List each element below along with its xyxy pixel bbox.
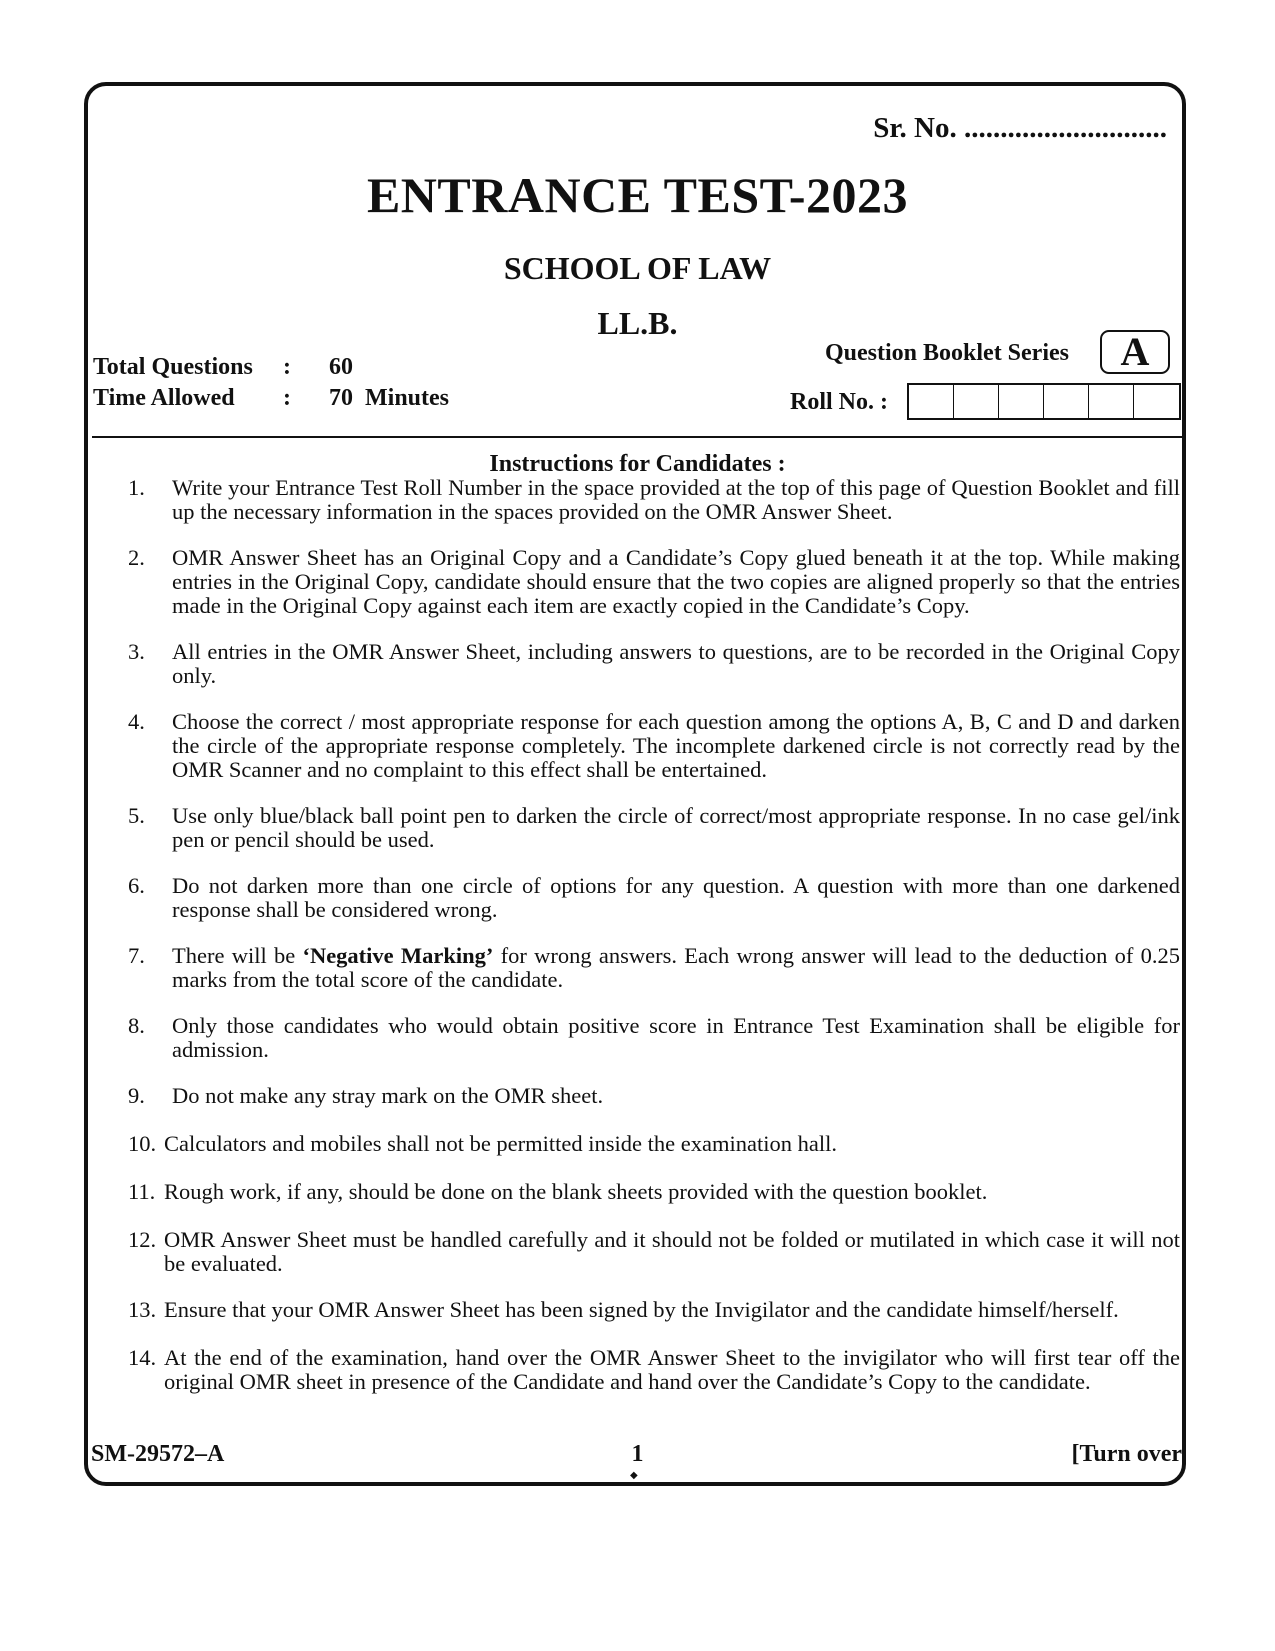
roll-digit-box[interactable] — [954, 385, 999, 418]
booklet-series-badge: A — [1100, 330, 1170, 374]
roll-digit-box[interactable] — [1044, 385, 1089, 418]
instruction-item: 7. There will be ‘Negative Marking’ for wrong answers. Each wrong answer will lead to the deduction of 0.25 marks from the total score of the candidate. — [128, 943, 1181, 992]
course-name: LL.B. — [597, 305, 678, 341]
instructions-heading: Instructions for Candidates : — [489, 451, 786, 477]
roll-digit-box[interactable] — [1134, 385, 1179, 418]
instruction-item: 6. Do not darken more than one circle of options for any question. A question with more than one darkened response shall be considered wrong. — [128, 873, 1180, 922]
colon: : — [283, 354, 291, 380]
instruction-item: 11. Rough work, if any, should be done on the blank sheets provided with the question booklet. — [128, 1179, 988, 1204]
instruction-item: 10. Calculators and mobiles shall not be permitted inside the examination hall. — [128, 1131, 837, 1156]
roll-digit-box[interactable] — [909, 385, 954, 418]
instruction-item: 5. Use only blue/black ball point pen to darken the circle of correct/most appropriate response. In no case gel/ink pen or pencil should be used. — [128, 803, 1180, 852]
total-questions-label: Total Questions — [93, 354, 253, 380]
instruction-item: 14. At the end of the examination, hand over the OMR Answer Sheet to the invigilator who will first tear off the original OMR sheet in presence of the Candidate and hand over the Candidate’s Copy to the candidate. — [128, 1345, 1180, 1394]
school-name: SCHOOL OF LAW — [503, 250, 772, 286]
time-allowed-value: 70 Minutes — [329, 385, 449, 411]
total-questions-value: 60 — [329, 354, 353, 380]
booklet-series-label: Question Booklet Series — [825, 340, 1069, 366]
header-divider — [92, 436, 1182, 438]
instruction-item: 12. OMR Answer Sheet must be handled carefully and it should not be folded or mutilated in which case it will not be evaluated. — [128, 1227, 1180, 1276]
instruction-item: 1. Write your Entrance Test Roll Number in the space provided at the top of this page of Question Booklet and fill up the necessary information in the spaces provided on the OMR Answer Sheet. — [128, 475, 1180, 524]
roll-digit-box[interactable] — [999, 385, 1044, 418]
page-number: 1 — [631, 1441, 644, 1467]
instruction-item: 8. Only those candidates who would obtain positive score in Entrance Test Examination shall be eligible for admission. — [128, 1013, 1180, 1062]
time-allowed-row — [93, 385, 449, 412]
instructions-list — [128, 476, 1180, 1416]
serial-number: Sr. No. ............................ — [873, 112, 1167, 144]
instruction-item: 13. Ensure that your OMR Answer Sheet has been signed by the Invigilator and the candidate himself/herself. — [128, 1297, 1119, 1322]
diamond-icon: ◆ — [630, 1470, 638, 1481]
time-allowed-label: Time Allowed — [93, 385, 235, 411]
roll-digit-box[interactable] — [1089, 385, 1134, 418]
instruction-item: 2. OMR Answer Sheet has an Original Copy and a Candidate’s Copy glued beneath it at the top. While making entries in the Original Copy, candidate should ensure that the two copies are aligned properly so that the entries made in the Original Copy against each item are exactly copied in the Candidate’s Copy. — [128, 545, 1180, 618]
roll-number-boxes[interactable] — [907, 383, 1181, 420]
instruction-item: 3. All entries in the OMR Answer Sheet, including answers to questions, are to be recorded in the Original Copy only. — [128, 639, 1180, 688]
instruction-item: 9. Do not make any stray mark on the OMR sheet. — [128, 1083, 604, 1108]
colon: : — [283, 385, 291, 411]
booklet-code: SM-29572–A — [91, 1441, 225, 1467]
turn-over-note: [Turn over — [1071, 1441, 1182, 1467]
total-questions-row — [93, 354, 353, 381]
negative-marking-emphasis: ‘Negative Marking’ — [302, 943, 494, 968]
roll-number-label: Roll No. : — [790, 389, 888, 415]
instruction-item: 4. Choose the correct / most appropriate response for each question among the options A, B, C and D and darken the circle of the appropriate response completely. The incomplete darkened circle is not correctly read by the OMR Scanner and no complaint to this effect shall be entertained. — [128, 709, 1180, 782]
exam-title: ENTRANCE TEST-2023 — [366, 167, 909, 223]
